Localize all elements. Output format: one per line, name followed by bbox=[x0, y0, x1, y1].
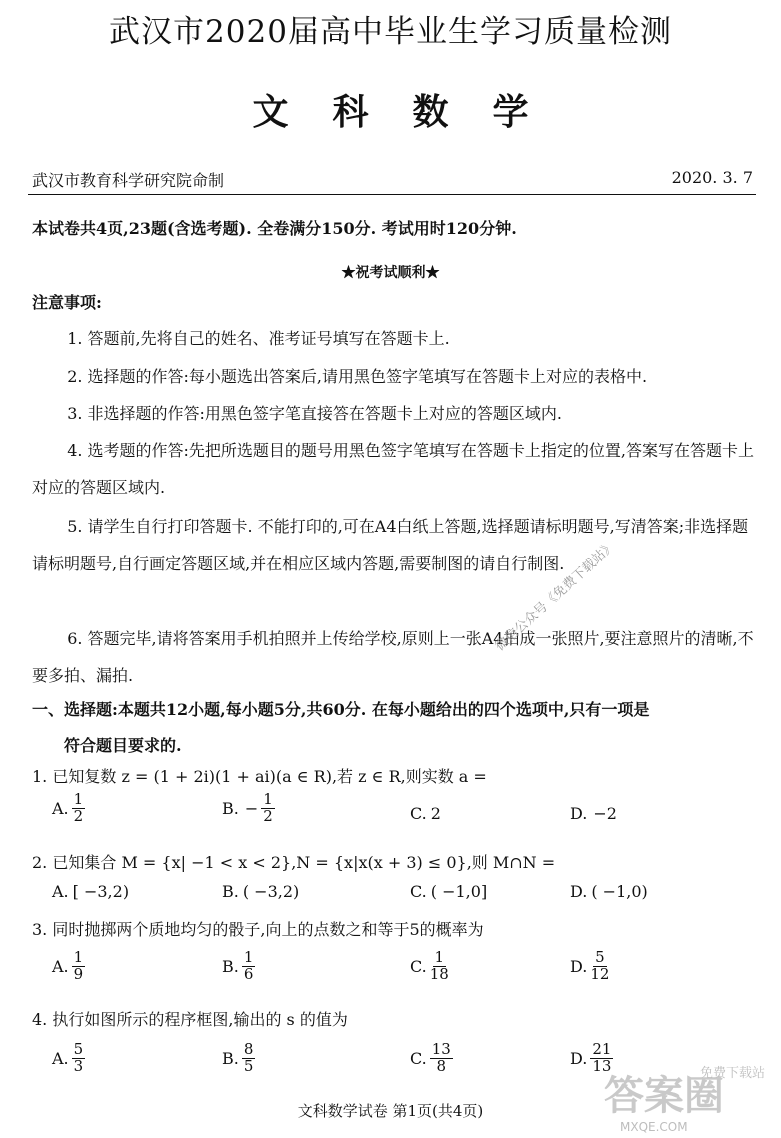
numerator: 8 bbox=[243, 1040, 254, 1058]
q1-option-b bbox=[222, 792, 275, 825]
notice-item-5: 5. 请学生自行打印答题卡. 不能打印的,可在A4白纸上答题,选择题请标明题号,写清答案;非选择题请标明题号,自行画定答题区域,并在相应区域内答题,需要制图的请自行制图. bbox=[32, 517, 749, 573]
exam-summary: 本试卷共4页,23题(含选考题). 全卷满分150分. 考试用时120分钟. bbox=[32, 219, 517, 238]
numerator: 1 bbox=[73, 790, 84, 808]
fraction bbox=[72, 792, 86, 825]
q2-option-a bbox=[52, 882, 129, 901]
option-label: A. bbox=[52, 956, 69, 976]
fraction bbox=[72, 1042, 86, 1075]
option-label: A. bbox=[52, 1048, 69, 1068]
numerator: 1 bbox=[263, 790, 273, 808]
fraction bbox=[590, 950, 609, 983]
option-value: −2 bbox=[593, 804, 617, 823]
denominator: 5 bbox=[243, 1056, 254, 1075]
fraction bbox=[430, 1042, 453, 1075]
option-label: B. bbox=[222, 956, 239, 976]
fraction bbox=[242, 950, 256, 983]
q2-option-d bbox=[570, 882, 648, 901]
option-label: B. bbox=[222, 798, 239, 818]
option-label: B. bbox=[222, 1048, 239, 1068]
q2-option-b bbox=[222, 882, 299, 901]
q1-option-a bbox=[52, 792, 85, 825]
option-label: D. bbox=[570, 1048, 588, 1068]
issuer: 武汉市教育科学研究院命制 bbox=[32, 171, 225, 190]
option-label: A. bbox=[52, 798, 69, 818]
denominator: 9 bbox=[73, 964, 84, 983]
question-2-stem: 2. 已知集合 M = {x| −1 < x < 2},N = {x|x(x + 3) ≤ 0},则 M∩N = bbox=[32, 853, 556, 872]
option-value: ( −1,0] bbox=[430, 882, 488, 901]
notice-item-3: 3. 非选择题的作答:用黑色签字笔直接答在答题卡上对应的答题区域内. bbox=[67, 404, 563, 423]
fraction bbox=[261, 792, 275, 825]
q4-option-c bbox=[410, 1042, 453, 1075]
q4-option-b bbox=[222, 1042, 255, 1075]
exam-title: 武汉市2020届高中毕业生学习质量检测 bbox=[109, 14, 672, 50]
exam-subject: 文科数学 bbox=[252, 91, 573, 133]
logo-url: MXQE.COM bbox=[620, 1120, 688, 1134]
option-value: ( −1,0) bbox=[591, 882, 648, 901]
q3-option-a bbox=[52, 950, 85, 983]
minus-sign: − bbox=[244, 798, 259, 818]
fraction bbox=[430, 950, 449, 983]
denominator: 13 bbox=[592, 1056, 612, 1075]
option-label: D. bbox=[570, 956, 588, 976]
logo-tagline: 免费下载站 bbox=[700, 1066, 766, 1081]
denominator: 12 bbox=[590, 964, 610, 983]
site-logo bbox=[590, 1056, 780, 1138]
option-label: C. bbox=[410, 882, 427, 901]
q4-option-a bbox=[52, 1042, 85, 1075]
denominator: 8 bbox=[436, 1056, 447, 1075]
q1-option-d bbox=[570, 804, 617, 823]
q3-option-d bbox=[570, 950, 609, 983]
numerator: 21 bbox=[592, 1040, 612, 1058]
good-luck-banner: ★祝考试顺利★ bbox=[341, 265, 440, 281]
denominator: 2 bbox=[263, 806, 273, 825]
denominator: 2 bbox=[73, 806, 84, 825]
notice-item-4: 4. 选考题的作答:先把所选题目的题号用黑色签字笔填写在答题卡上指定的位置,答案写在答题卡上对应的答题区域内. bbox=[32, 441, 755, 497]
q2-option-c bbox=[410, 882, 487, 901]
exam-date: 2020. 3. 7 bbox=[671, 168, 753, 187]
option-label: B. bbox=[222, 882, 239, 901]
denominator: 6 bbox=[243, 964, 254, 983]
header-divider bbox=[28, 194, 756, 195]
section-heading-line2: 符合题目要求的. bbox=[64, 736, 182, 755]
section-heading-line1: 一、选择题:本题共12小题,每小题5分,共60分. 在每小题给出的四个选项中,只有一项是 bbox=[32, 700, 650, 719]
option-label: C. bbox=[410, 804, 427, 823]
question-3-stem: 3. 同时抛掷两个质地均匀的骰子,向上的点数之和等于5的概率为 bbox=[32, 920, 484, 939]
logo-mark: 答案圈 bbox=[604, 1072, 724, 1119]
option-value: [ −3,2) bbox=[72, 882, 130, 901]
q3-option-c bbox=[410, 950, 449, 983]
numerator: 1 bbox=[434, 948, 445, 966]
watermark-text: 微信公众号《免费下载站》 bbox=[492, 538, 619, 655]
option-label: D. bbox=[570, 804, 588, 823]
notice-item-1: 1. 答题前,先将自己的姓名、准考证号填写在答题卡上. bbox=[67, 329, 450, 348]
fraction bbox=[72, 950, 86, 983]
q3-option-b bbox=[222, 950, 255, 983]
numerator: 5 bbox=[595, 948, 605, 966]
numerator: 13 bbox=[431, 1040, 451, 1058]
q1-option-c bbox=[410, 804, 441, 823]
section-heading bbox=[32, 692, 756, 764]
notice-item-6: 6. 答题完毕,请将答案用手机拍照并上传给学校,原则上一张A4拍成一张照片,要注意照片的清晰,不要多拍、漏拍. bbox=[32, 629, 754, 685]
numerator: 1 bbox=[73, 948, 84, 966]
denominator: 3 bbox=[73, 1056, 84, 1075]
numerator: 5 bbox=[73, 1040, 84, 1058]
option-value: 2 bbox=[430, 804, 441, 823]
question-4-stem: 4. 执行如图所示的程序框图,输出的 s 的值为 bbox=[32, 1010, 348, 1029]
question-1-stem: 1. 已知复数 z = (1 + 2i)(1 + ai)(a ∈ R),若 z ∈ R,则实数 a = bbox=[32, 767, 487, 786]
option-label: D. bbox=[570, 882, 588, 901]
option-label: C. bbox=[410, 1048, 427, 1068]
notice-item-2: 2. 选择题的作答:每小题选出答案后,请用黑色签字笔填写在答题卡上对应的表格中. bbox=[67, 367, 648, 386]
option-value: ( −3,2) bbox=[242, 882, 300, 901]
notice-title: 注意事项: bbox=[32, 293, 102, 312]
denominator: 18 bbox=[429, 964, 449, 983]
fraction bbox=[242, 1042, 256, 1075]
option-label: C. bbox=[410, 956, 427, 976]
numerator: 1 bbox=[243, 948, 254, 966]
option-label: A. bbox=[52, 882, 69, 901]
page-footer: 文科数学试卷 第1页(共4页) bbox=[297, 1102, 484, 1120]
